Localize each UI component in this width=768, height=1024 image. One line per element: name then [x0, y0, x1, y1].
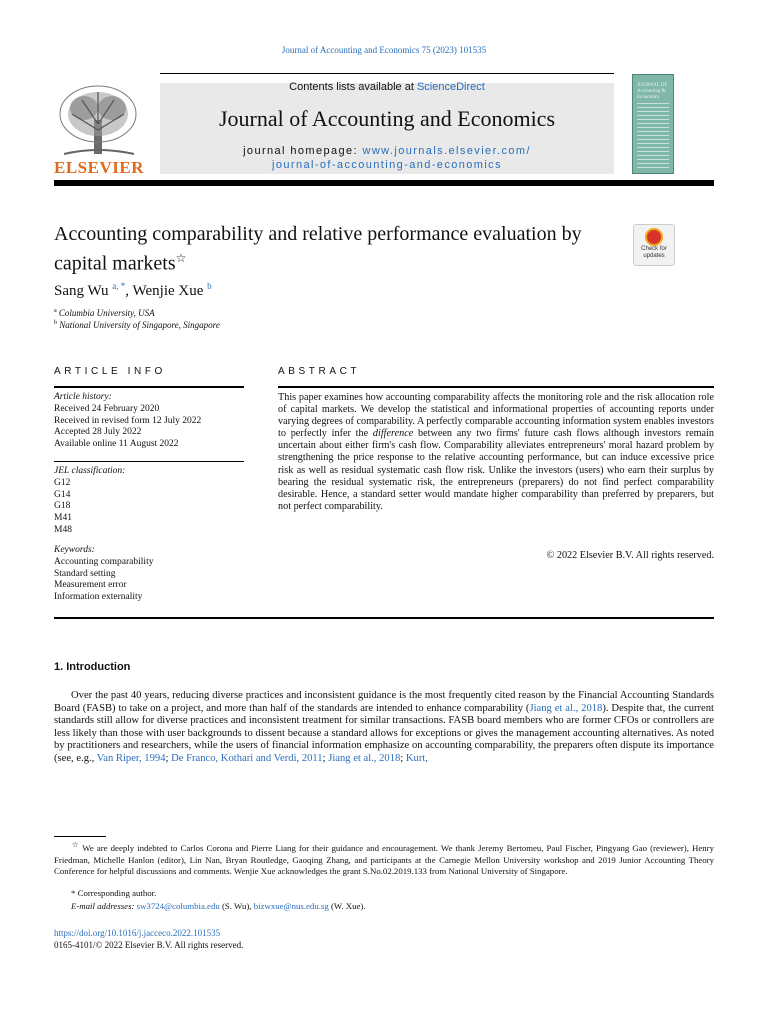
history-divider: [54, 461, 244, 462]
abstract-part-2: between any two firms' future cash flows although investors remain uncertain about either firm's cash flow. Comparability alleviates entrepreneurs' moral hazard problem by strengthening the price response to the relative accounting performance, but can induce excessive price risk as well as residual systematic cash flow risk. Unlike the investors (users) who earn their surplus by bearing the residual systematic risk, the entrepreneurs (preparers) do not find perfect comparability desirable. Hence, a standard setter would mandate higher comparability than preferred by preparers, but not perfect comparability.: [278, 428, 714, 512]
homepage-link-1[interactable]: www.journals.elsevier.com/: [362, 145, 531, 157]
author-1-affiliation-marks[interactable]: a, *: [112, 281, 126, 291]
jel-code: M41: [54, 513, 72, 524]
history-received: Received 24 February 2020: [54, 403, 160, 414]
email-link-wu[interactable]: sw3724@columbia.edu: [136, 901, 220, 911]
citation-separator: ;: [322, 752, 329, 764]
article-title-text: Accounting comparability and relative performance evaluation by capital markets: [54, 223, 582, 275]
footnote-rule: [54, 836, 106, 837]
elsevier-logo-text: ELSEVIER: [54, 158, 144, 177]
article-title: [54, 222, 614, 276]
front-matter-bottom-rule: [54, 617, 714, 619]
citation-link[interactable]: De Franco, Kothari and Verdi, 2011: [171, 752, 323, 764]
email-link-xue[interactable]: bizwxue@nus.edu.sg: [253, 901, 329, 911]
footnote-ack-text: We are deeply indebted to Carlos Corona and Pierre Liang for their guidance and encouragement. We thank Jeremy Bertomeu, Paul Fischer, Pingyang Gao (reviewer), Henry Friedman, Michelle Hanlon (editor), Lin Nan, Bryan Routledge, Gaoqing Zhang, and participants at the Carnegie Mellon University workshop and 2019 Junior Accounting Theory Conference for helpful discussions and comments. Wenjie Xue acknowledges the grant S.No.02.2019.133 from National University of Singapore.: [54, 842, 714, 877]
author-1[interactable]: Sang Wu: [54, 283, 109, 299]
citation-link[interactable]: Jiang et al., 2018: [529, 702, 603, 714]
homepage-link-2[interactable]: journal-of-accounting-and-economics: [272, 159, 502, 171]
author-2[interactable]: Wenjie Xue: [132, 283, 204, 299]
history-accepted: Accepted 28 July 2022: [54, 427, 142, 438]
citation-link[interactable]: Jiang et al., 2018: [328, 752, 401, 764]
keywords: [54, 545, 244, 604]
intro-text-2: ). Despite that, the current standards still allow for diverse practices and inconsistent treatment for similar transactions. FASB board members who are former CFOs or controllers are less likely than those with user backgrounds to dissent because a standard allows for exceptions or gives the management accounting alternatives. As noted by practitioners and researchers, while the users of financial information emphasize on accounting comparability, the preparers often dispute its importance (see, e.g.,: [54, 702, 714, 764]
keyword: Standard setting: [54, 568, 116, 579]
jel-code: G12: [54, 477, 71, 488]
email-owner-wu: (S. Wu),: [219, 901, 254, 911]
keyword: Information externality: [54, 592, 143, 603]
jel-classification: [54, 466, 244, 537]
jel-code: G18: [54, 501, 71, 512]
header-top-rule: [160, 73, 614, 74]
cover-contents-lines: [637, 103, 669, 171]
doi-block: [54, 927, 243, 951]
title-footnote-star[interactable]: ☆: [175, 251, 187, 265]
abstract-rule: [278, 386, 714, 388]
email-owner-xue: (W. Xue).: [328, 901, 366, 911]
author-list: [54, 281, 212, 300]
history-label: Article history:: [54, 392, 112, 402]
affiliation-a-text: Columbia University, USA: [58, 308, 155, 318]
abstract-heading: ABSTRACT: [278, 366, 361, 377]
author-2-affiliation-mark[interactable]: b: [207, 281, 212, 291]
affiliation-b-mark: b: [54, 320, 57, 326]
journal-homepage: [160, 144, 614, 172]
sciencedirect-link[interactable]: ScienceDirect: [416, 81, 485, 93]
history-revised: Received in revised form 12 July 2022: [54, 415, 202, 426]
article-history: [54, 392, 244, 451]
homepage-prefix: journal homepage:: [243, 145, 363, 157]
jel-label: JEL classification:: [54, 466, 126, 476]
article-info-heading: ARTICLE INFO: [54, 366, 166, 377]
keyword: Measurement error: [54, 580, 127, 591]
check-updates-line2: updates: [643, 253, 665, 259]
email-label: E-mail addresses:: [71, 901, 137, 911]
affiliation-a: [54, 308, 155, 318]
journal-cover-thumbnail[interactable]: [632, 74, 674, 174]
check-updates-line1: Check for: [641, 246, 667, 252]
abstract-text: [278, 392, 714, 513]
issn-copyright: 0165-4101/© 2022 Elsevier B.V. All rights reserved.: [54, 940, 244, 950]
footnote-corr-text: Corresponding author.: [77, 888, 157, 898]
citation-link[interactable]: Van Riper, 1994: [96, 752, 166, 764]
contents-line: [160, 81, 614, 93]
citation-separator: ;: [165, 752, 172, 764]
citation-separator: ;: [400, 752, 406, 764]
article-info-rule: [54, 386, 244, 388]
footnote-corr-mark: *: [71, 888, 76, 898]
check-for-updates-button[interactable]: [633, 224, 675, 266]
keywords-label: Keywords:: [54, 545, 95, 555]
running-head[interactable]: Journal of Accounting and Economics 75 (2023) 101535: [281, 45, 487, 55]
introduction-paragraph: [54, 690, 714, 765]
footnote-emails: [54, 901, 714, 913]
footnote-acknowledgement: [54, 839, 714, 878]
journal-title: Journal of Accounting and Economics: [218, 106, 556, 131]
affiliation-a-mark: a: [54, 308, 57, 314]
citation-link[interactable]: Kurt,: [405, 752, 428, 764]
section-heading-introduction: 1. Introduction: [54, 661, 131, 673]
affiliation-b-text: National University of Singapore, Singapore: [59, 320, 220, 330]
doi-link[interactable]: https://doi.org/10.1016/j.jacceco.2022.101535: [54, 928, 221, 938]
abstract-copyright: © 2022 Elsevier B.V. All rights reserved.: [546, 550, 714, 561]
history-online: Available online 11 August 2022: [54, 439, 179, 450]
author-separator: ,: [125, 283, 133, 299]
contents-prefix: Contents lists available at: [289, 81, 417, 93]
abstract-part-1: This paper examines how accounting comparability affects the monitoring role and the risk allocation role of capital markets. We develop the statistical and informational properties of accounting reports under varying degrees of comparability. A perfectly comparable accounting information system enables investors to perfectly infer the: [278, 392, 714, 440]
footnote-corresponding: [54, 888, 714, 900]
footnote-star-mark: ☆: [71, 840, 80, 849]
jel-code: M48: [54, 524, 72, 535]
affiliation-b: [54, 320, 220, 330]
check-updates-icon: [645, 228, 663, 246]
intro-text-1: Over the past 40 years, reducing diverse practices and inconsistent guidance is the most frequently cited reason by the Financial Accounting Standards Board (FASB) to take on a project, and more than half of the standards are intended to enhance comparability (: [54, 690, 714, 714]
header-thick-rule: [54, 180, 714, 186]
keyword: Accounting comparability: [54, 556, 154, 567]
jel-code: G14: [54, 489, 71, 500]
abstract-italic: difference: [372, 428, 414, 440]
cover-title: JOURNAL OF Accounting & Economics: [637, 83, 668, 100]
